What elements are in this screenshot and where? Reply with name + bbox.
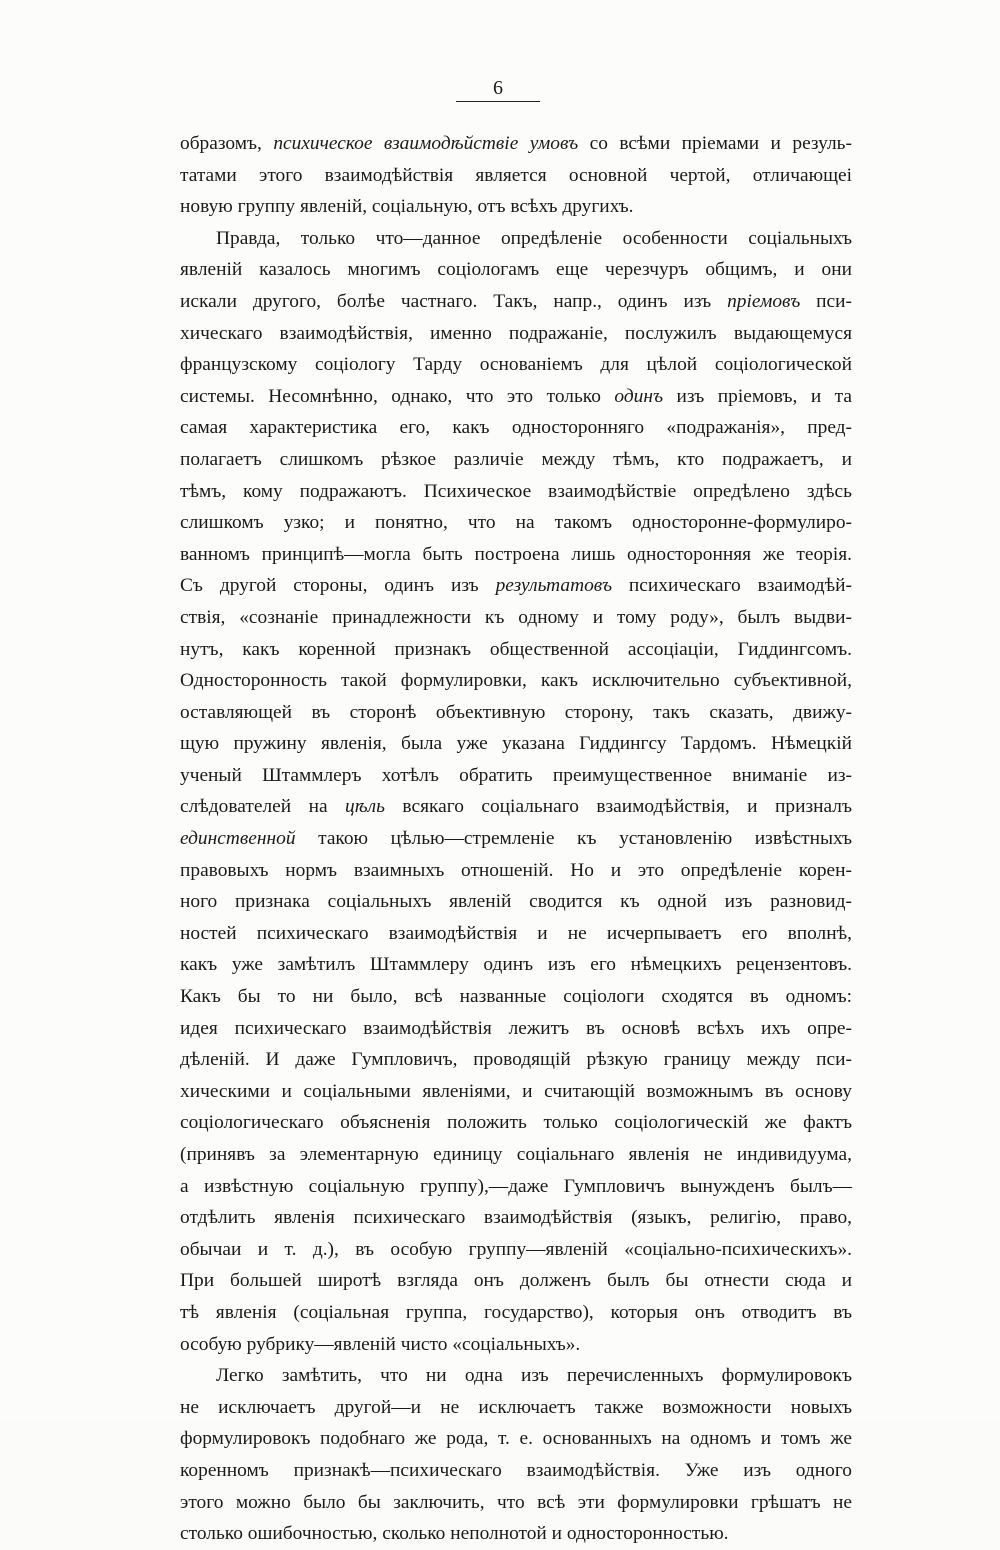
text-line: тѣмъ, кому подражаютъ. Психическое взаимодѣйствіе опредѣлено здѣсь	[180, 480, 852, 502]
text-line: какъ уже замѣтилъ Штаммлеру одинъ изъ его нѣмецкихъ рецензентовъ.	[180, 954, 852, 976]
text-line: (принявъ за элементарную единицу соціальнаго явленія не индивидуума,	[180, 1144, 852, 1165]
text-line: французскому соціологу Тарду основаніемъ для цѣлой соціологической	[180, 354, 852, 376]
text-line: единственной такою цѣлью—стремленіе къ установленію извѣстныхъ	[180, 828, 852, 850]
text-line: отдѣлить явленія психическаго взаимодѣйствія (языкъ, религію, право,	[180, 1207, 852, 1229]
text-line: формулировокъ подобнаго же рода, т. е. основанныхъ на одномъ и томъ же	[180, 1428, 852, 1450]
text-line: а извѣстную соціальную группу),—даже Гумпловичъ вынужденъ былъ—	[180, 1175, 852, 1197]
italic-emphasis: результатовъ	[495, 575, 613, 597]
text-line: тѣ явленія (соціальная группа, государство), которыя онъ отводитъ въ	[180, 1301, 852, 1323]
italic-emphasis: пріемовъ	[727, 290, 801, 312]
text-line: самая характеристика его, какъ односторонняго «подражанія», пред-	[180, 417, 852, 439]
text-line: ного признака соціальныхъ явленій сводится къ одной изъ разновид-	[180, 891, 852, 913]
paragraph	[144, 128, 852, 223]
text-line: нутъ, какъ коренной признакъ общественной ассоціаціи, Гиддингсомъ.	[180, 638, 852, 660]
text-line: столько ошибочностью, сколько неполнотой и односторонностью.	[180, 1523, 729, 1545]
text-line: хическими и соціальными явленіями, и считающій возможнымъ въ основу	[180, 1080, 852, 1102]
text-line: ученый Штаммлеръ хотѣлъ обратить преимущественное вниманіе из-	[180, 764, 852, 786]
text-line: идея психическаго взаимодѣйствія лежитъ въ основѣ всѣхъ ихъ опре-	[180, 1017, 852, 1039]
text-line: ствія, «сознаніе принадлежности къ одному и тому роду», былъ выдви-	[180, 606, 852, 628]
text-line: слишкомъ узко; и понятно, что на такомъ односторонне-формулиро-	[180, 512, 852, 534]
text-line: щую пружину явленія, была уже указана Гиддингсу Тардомъ. Нѣмецкій	[180, 733, 852, 755]
text-line: правовыхъ нормъ взаимныхъ отношеній. Но и это опредѣленіе корен-	[180, 859, 852, 881]
text-line: Правда, только что—данное опредѣленіе особенности соціальныхъ	[216, 227, 852, 249]
text-line: коренномъ признакѣ—психическаго взаимодѣйствія. Уже изъ одного	[180, 1459, 852, 1481]
text-line: новую группу явленій, соціальную, отъ всѣхъ другихъ.	[180, 196, 634, 218]
text-line: образомъ, психическое взаимодѣйствіе умовъ со всѣми пріемами и резуль-	[180, 133, 852, 154]
text-line: не исключаетъ другой—и не исключаетъ также возможности новыхъ	[180, 1396, 852, 1418]
text-line: слѣдователей на цѣль всякаго соціальнаго взаимодѣйствія, и призналъ	[180, 796, 852, 818]
text-line: Односторонность такой формулировки, какъ исключительно субъективной,	[180, 670, 852, 692]
text-line: ванномъ принципѣ—могла быть построена лишь односторонняя же теорія.	[180, 543, 852, 565]
text-line: Какъ бы то ни было, всѣ названные соціологи сходятся въ одномъ:	[180, 986, 852, 1008]
text-line: Легко замѣтить, что ни одна изъ перечисленныхъ формулировокъ	[216, 1365, 852, 1387]
body-text	[144, 128, 852, 1550]
text-line: хическаго взаимодѣйствія, именно подражаніе, послужилъ выдающемуся	[180, 322, 852, 344]
text-line: татами этого взаимодѣйствія является основной чертой, отличающеі	[180, 164, 852, 186]
page-number-rule	[456, 101, 540, 102]
text-line: дѣленій. И даже Гумпловичъ, проводящій рѣзкую границу между пси-	[180, 1049, 852, 1071]
page-number: 6	[493, 77, 503, 99]
text-line: ностей психическаго взаимодѣйствія и не исчерпываетъ его вполнѣ,	[180, 922, 852, 944]
text-line: системы. Несомнѣнно, однако, что это только одинъ изъ пріемовъ, и та	[180, 385, 852, 407]
text-line: явленій казалось многимъ соціологамъ еще черезчуръ общимъ, и они	[180, 259, 852, 281]
italic-emphasis: цѣль	[345, 796, 385, 818]
text-line: полагаетъ слишкомъ рѣзкое различіе между тѣмъ, кто подражаетъ, и	[180, 448, 852, 470]
italic-emphasis: единственной	[180, 828, 296, 850]
text-line: Съ другой стороны, одинъ изъ результатовъ психическаго взаимодѣй-	[180, 575, 852, 597]
italic-emphasis: психическое взаимодѣйствіе умовъ	[273, 133, 579, 154]
text-line: оставляющей въ сторонѣ объективную сторону, такъ сказать, движу-	[180, 701, 852, 723]
text-line: этого можно было бы заключить, что всѣ эти формулировки грѣшатъ не	[180, 1491, 852, 1513]
text-line: искали другого, болѣе частнаго. Такъ, напр., одинъ изъ пріемовъ пси-	[180, 290, 852, 312]
text-line: особую рубрику—явленій чисто «соціальныхъ».	[180, 1333, 581, 1355]
paragraph	[144, 223, 852, 1360]
text-line: При большей широтѣ взгляда онъ долженъ былъ бы отнести сюда и	[180, 1270, 852, 1292]
italic-emphasis: одинъ	[614, 385, 664, 407]
text-line: соціологическаго объясненія положить только соціологическій же фактъ	[180, 1112, 852, 1134]
paragraph	[144, 1360, 852, 1550]
text-line: обычаи и т. д.), въ особую группу—явленій «соціально-психическихъ».	[180, 1238, 852, 1260]
